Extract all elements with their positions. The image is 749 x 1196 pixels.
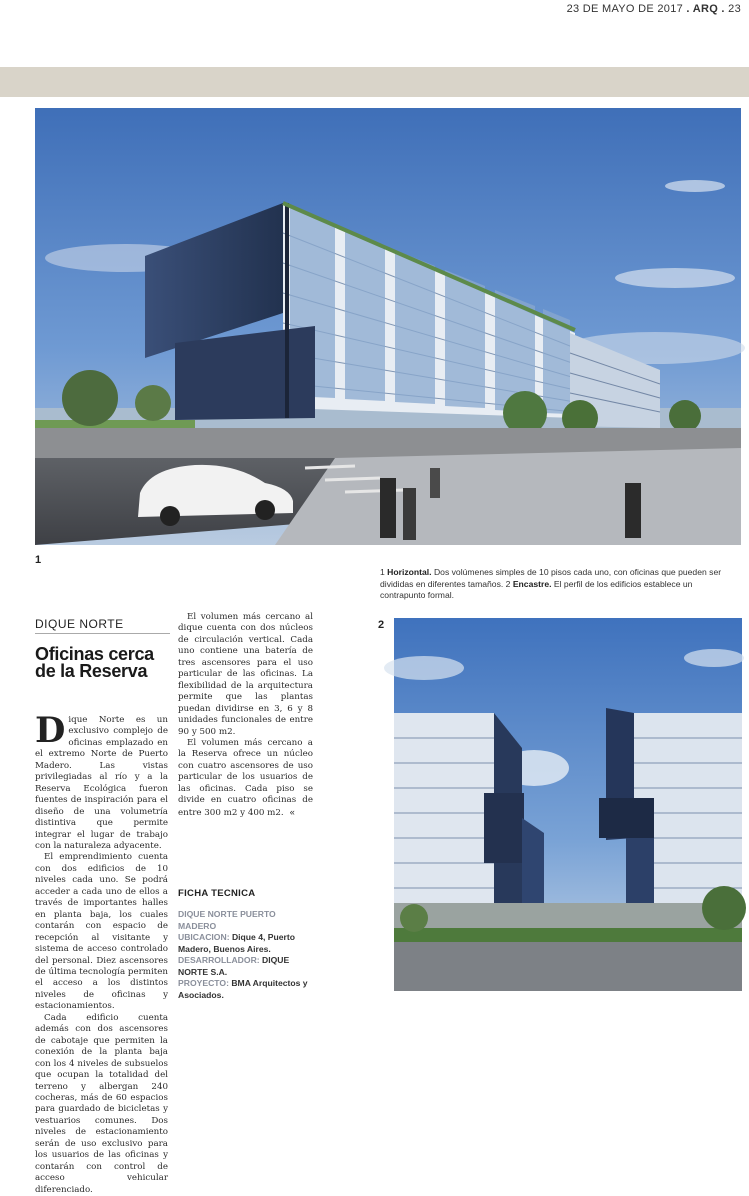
ficha-desarrollador-value: DIQUE NORTE S.A. (178, 955, 290, 977)
ficha-proyecto-value: BMA Arquitectos y Asociados. (178, 978, 308, 1000)
figure-number-2: 2 (378, 619, 385, 631)
caption-title-1: Horizontal. (387, 567, 432, 577)
section-divider (35, 633, 170, 634)
page-number: 23 (728, 3, 741, 15)
photo-encastre-rendering (394, 618, 742, 991)
ficha-project-name: DIQUE NORTE PUERTO MADERO (178, 909, 276, 931)
header-brand: . ARQ . (686, 3, 725, 15)
ficha-proyecto-label: PROYECTO: (178, 978, 229, 988)
article-paragraph-3: Cada edificio cuenta además con dos ascensores de cabotaje que permiten la conexión de la planta baja con los 4 niveles de subsuelos que ocupan la totalidad del terreno y albergan 240 cocheras, más de 60 espacios para guardado de bicicletas y vestuarios comunes. Dos niveles de estacionamiento serán de uso exclusivo para los usuarios de las oficinas y contarán con control de acceso vehicular diferenciado. (35, 1012, 168, 1195)
photo-caption: 1 Horizontal. Dos volúmenes simples de 10 pisos cada uno, con oficinas que pueden ser divididas en diferentes tamaños. 2 Encastre. El perfil de los edificios establece un contrapunto formal. (380, 567, 722, 600)
ficha-ubicacion-value: Dique 4, Puerto Madero, Buenos Aires. (178, 932, 295, 954)
ficha-ubicacion-label: UBICACION: (178, 932, 230, 942)
article-column-1 (35, 710, 168, 1196)
ficha-tecnica (178, 909, 313, 1001)
caption-text-2: El perfil de los edificios establece un contrapunto formal. (380, 578, 693, 600)
ficha-title: FICHA TECNICA (178, 888, 256, 899)
drop-cap: D (35, 710, 66, 751)
article-paragraph-1: Dique Norte es un exclusivo complejo de oficinas emplazado en el extremo Norte de Puerto Madero. Las vistas privilegiadas al río y a la Reserva Ecológica fueron fuentes de inspiración para el diseño de una volumetría distintiva que permite integrar el lugar de trabajo con la naturaleza adyacente. (35, 710, 168, 851)
photo-horizontal-rendering (35, 108, 741, 545)
issue-date: 23 DE MAYO DE 2017 (566, 3, 684, 15)
figure-number-1: 1 (35, 554, 42, 566)
section-label: DIQUE NORTE (35, 617, 124, 631)
decorative-band (0, 67, 749, 97)
article-paragraph-2: El emprendimiento cuenta con dos edificios de 10 niveles cada uno. Se podrá acceder a cada uno de ellos a través de importantes halles en planta baja, los cuales contarán con espacio de recepción al visitante y sistema de acceso controlado del personal. Diez ascensores de última tecnología permiten el acceso a los distintos niveles de oficinas y estacionamientos. (35, 852, 168, 1012)
article-paragraph-5: El volumen más cercano a la Reserva ofrece un núcleo con cuatro ascensores de uso particular de los usuarios de las oficinas. Cada piso se divide en cuatro oficinas de entre 300 m2 y 400 m2. « (178, 737, 313, 818)
caption-title-2: Encastre. (512, 578, 552, 589)
page-header (567, 3, 741, 15)
article-paragraph-4: El volumen más cercano al dique cuenta con dos núcleos de circulación vertical. Cada uno contiene una batería de tres ascensores para el uso particular de las oficinas. La flexibilidad de la arquitectura permite que las plantas puedan dividirse en 3, 6 y 8 unidades funcionales de entre 90 y 500 m2. (178, 612, 313, 737)
caption-text-1: Dos volúmenes simples de 10 pisos cada uno, con oficinas que pueden ser divididas en diferentes tamaños. (380, 567, 722, 589)
article-headline: Oficinas cerca de la Reserva (35, 644, 154, 681)
ficha-desarrollador-label: DESARROLLADOR: (178, 955, 260, 965)
article-column-2 (178, 612, 313, 819)
end-mark: « (289, 806, 295, 817)
